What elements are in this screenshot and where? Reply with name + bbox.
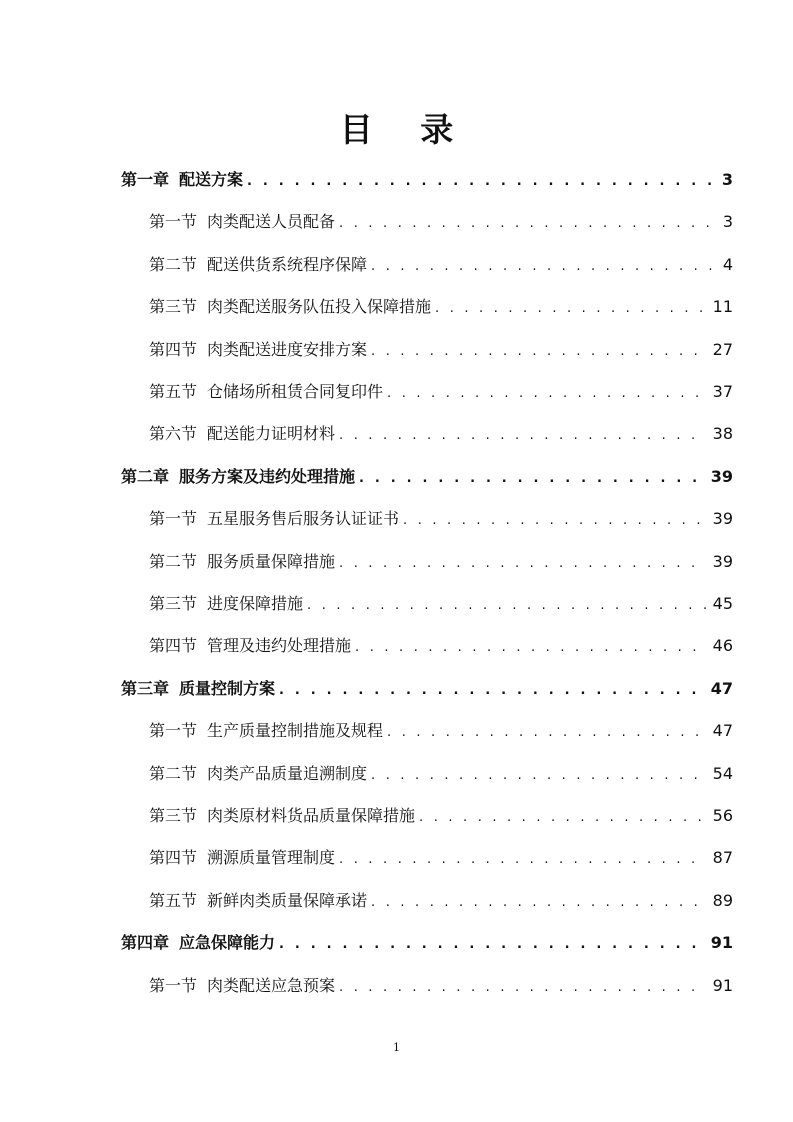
- toc-entry-page: 39: [710, 466, 733, 486]
- toc-dot-leader: [387, 719, 707, 747]
- toc-dot-leader: [339, 846, 707, 874]
- toc-entry-number: 第一节: [149, 975, 198, 995]
- toc-dot-leader: [435, 295, 707, 323]
- toc-entry-page: 39: [712, 509, 733, 529]
- toc-entry-number: 第六节: [149, 424, 198, 444]
- toc-entry-title: 生产质量控制措施及规程: [207, 721, 384, 741]
- toc-dot-leader: [371, 762, 707, 790]
- toc-entry-number: 第一章: [121, 170, 170, 189]
- toc-entry-page: 37: [712, 382, 733, 401]
- toc-dot-leader: [307, 592, 707, 620]
- toc-entry-page: 89: [712, 890, 733, 910]
- toc-section-entry[interactable]: [149, 293, 733, 321]
- toc-entry-title: 服务方案及违约处理措施: [179, 466, 356, 486]
- toc-dot-leader: [419, 804, 707, 832]
- toc-section-entry[interactable]: [149, 802, 733, 830]
- toc-entry-page: 4: [722, 254, 733, 274]
- page-number: 1: [393, 1041, 400, 1054]
- toc-entry-title: 配送能力证明材料: [207, 424, 336, 444]
- toc-entry-title: 进度保障措施: [207, 594, 304, 613]
- toc-entry-page: 3: [721, 170, 733, 189]
- toc-entry-page: 11: [712, 297, 733, 317]
- toc-dot-leader: [339, 422, 707, 450]
- toc-entry-number: 第二节: [149, 763, 198, 783]
- toc-entry-title: 肉类配送进度安排方案: [207, 339, 368, 359]
- toc-entry-page: 27: [712, 339, 733, 359]
- toc-entry-number: 第五节: [149, 890, 198, 910]
- toc-dot-leader: [279, 677, 705, 705]
- toc-dot-leader: [355, 634, 707, 662]
- toc-entry-page: 45: [712, 594, 733, 613]
- toc-entry-page: 54: [712, 763, 733, 783]
- toc-entry-number: 第一节: [149, 212, 198, 232]
- toc-dot-leader: [371, 253, 717, 281]
- toc-entry-number: 第二节: [149, 254, 198, 274]
- toc-entry-title: 配送方案: [179, 170, 244, 189]
- toc-entry-page: 47: [712, 721, 733, 741]
- toc-entry-number: 第三章: [121, 678, 170, 698]
- toc-section-entry[interactable]: [149, 590, 733, 618]
- toc-entry-number: 第三节: [149, 594, 198, 613]
- toc-entry-number: 第四章: [121, 933, 170, 953]
- toc-dot-leader: [387, 380, 707, 408]
- toc-dot-leader: [339, 550, 707, 578]
- toc-entry-title: 新鲜肉类质量保障承诺: [207, 890, 368, 910]
- toc-dot-leader: [247, 168, 716, 196]
- toc-entry-page: 46: [712, 636, 733, 656]
- toc-section-entry[interactable]: [149, 632, 733, 660]
- toc-entry-page: 91: [712, 975, 733, 995]
- toc-entry-number: 第三节: [149, 297, 198, 317]
- toc-section-entry[interactable]: [149, 336, 733, 364]
- toc-section-entry[interactable]: [149, 548, 733, 576]
- toc-entry-title: 溯源质量管理制度: [207, 848, 336, 868]
- toc-chapter-entry[interactable]: [121, 929, 733, 957]
- toc-section-entry[interactable]: [149, 844, 733, 872]
- toc-dot-leader: [359, 465, 705, 493]
- toc-section-entry[interactable]: [149, 505, 733, 533]
- toc-entry-title: 肉类配送人员配备: [207, 212, 336, 232]
- toc-dot-leader: [339, 210, 717, 238]
- toc-entry-number: 第四节: [149, 636, 198, 656]
- toc-entry-number: 第四节: [149, 848, 198, 868]
- toc-entry-title: 服务质量保障措施: [207, 551, 336, 571]
- toc-section-entry[interactable]: [149, 420, 733, 448]
- toc-section-entry[interactable]: [149, 887, 733, 915]
- toc-entry-number: 第五节: [149, 382, 198, 401]
- toc-dot-leader: [279, 931, 705, 959]
- toc-section-entry[interactable]: [149, 972, 733, 1000]
- toc-chapter-entry[interactable]: [121, 463, 733, 491]
- toc-chapter-entry[interactable]: [121, 166, 733, 194]
- toc-entry-number: 第二节: [149, 551, 198, 571]
- toc-entry-number: 第二章: [121, 466, 170, 486]
- toc-entry-page: 39: [712, 551, 733, 571]
- toc-dot-leader: [339, 974, 707, 1002]
- toc-section-entry[interactable]: [149, 717, 733, 745]
- toc-entry-number: 第一节: [149, 721, 198, 741]
- toc-dot-leader: [403, 507, 707, 535]
- toc-entry-title: 应急保障能力: [179, 933, 276, 953]
- toc-entry-number: 第一节: [149, 509, 198, 529]
- toc-entry-title: 肉类配送服务队伍投入保障措施: [207, 297, 432, 317]
- toc-entry-page: 47: [710, 678, 733, 698]
- toc-entry-page: 38: [712, 424, 733, 444]
- toc-section-entry[interactable]: [149, 378, 733, 406]
- toc-chapter-entry[interactable]: [121, 675, 733, 703]
- toc-entry-title: 管理及违约处理措施: [207, 636, 352, 656]
- toc-section-entry[interactable]: [149, 251, 733, 279]
- toc-section-entry[interactable]: [149, 208, 733, 236]
- toc-entry-title: 配送供货系统程序保障: [207, 254, 368, 274]
- page-title: 目 录: [339, 110, 472, 149]
- toc-entry-page: 87: [712, 848, 733, 868]
- toc-entry-number: 第三节: [149, 806, 198, 825]
- toc-entry-page: 3: [722, 212, 733, 232]
- toc-entry-title: 肉类产品质量追溯制度: [207, 763, 368, 783]
- toc-entry-title: 仓储场所租赁合同复印件: [207, 382, 384, 401]
- toc-entry-title: 质量控制方案: [179, 678, 276, 698]
- toc-section-entry[interactable]: [149, 760, 733, 788]
- toc-entry-title: 肉类原材料货品质量保障措施: [207, 806, 416, 825]
- toc-entry-number: 第四节: [149, 339, 198, 359]
- toc-entry-title: 五星服务售后服务认证证书: [207, 509, 400, 529]
- toc-dot-leader: [371, 338, 707, 366]
- toc-dot-leader: [371, 889, 707, 917]
- toc-entry-title: 肉类配送应急预案: [207, 975, 336, 995]
- toc-entry-page: 91: [710, 933, 733, 953]
- toc-entry-page: 56: [712, 806, 733, 825]
